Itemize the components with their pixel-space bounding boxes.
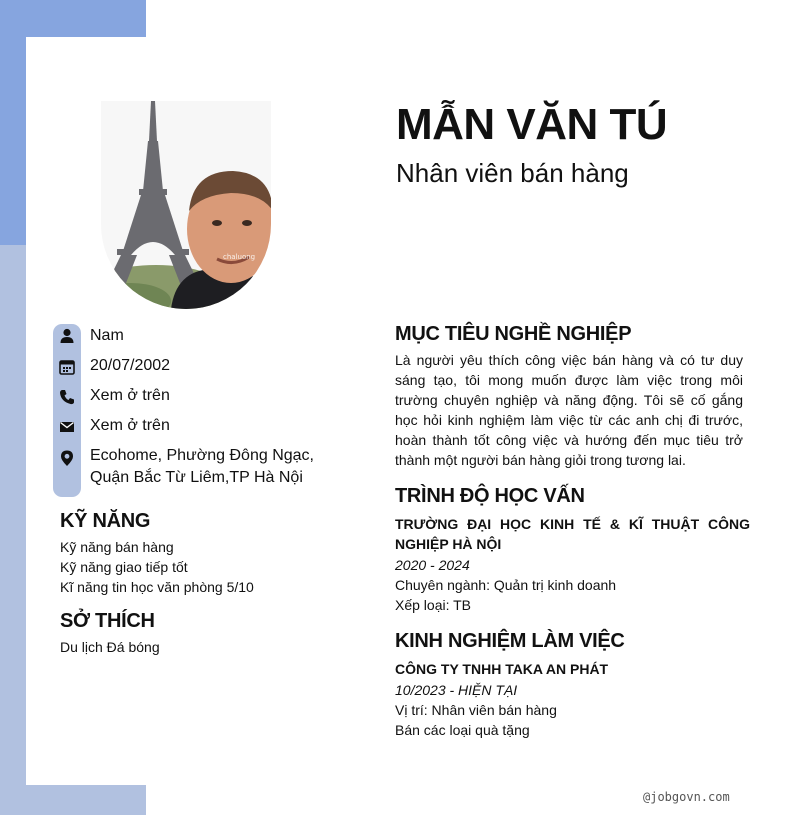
education-grade: Xếp loại: TB bbox=[395, 597, 472, 613]
experience-heading: KINH NGHIỆM LÀM VIỆC bbox=[395, 630, 625, 652]
contact-phone: Xem ở trên bbox=[90, 387, 170, 404]
contact-address-line2: Quận Bắc Từ Liêm,TP Hà Nội bbox=[90, 469, 303, 486]
location-pin-icon bbox=[58, 449, 76, 467]
skill-item: Kỹ năng giao tiếp tốt bbox=[60, 559, 188, 575]
skill-item: Kĩ năng tin học văn phòng 5/10 bbox=[60, 579, 254, 595]
mail-icon bbox=[58, 418, 76, 436]
education-major: Chuyên ngành: Quản trị kinh doanh bbox=[395, 577, 617, 593]
person-icon bbox=[58, 327, 76, 345]
skill-item: Kỹ năng bán hàng bbox=[60, 539, 174, 555]
objective-text: Là người yêu thích công việc bán hàng và có tư duy sáng tạo, tôi mong muốn được làm việc trong môi trường chuyên nghiệp và năng động. Tôi sẽ cố gắng học hỏi kinh nghiệm làm việc từ các anh chị đi trước, hoàn thành tốt công việc và hướng đến mục tiêu trở thành một người bán hàng giỏi trong tương lai. bbox=[395, 352, 743, 468]
contact-address-line1: Ecohome, Phường Đông Ngạc, bbox=[90, 447, 314, 464]
experience-position: Vị trí: Nhân viên bán hàng bbox=[395, 702, 557, 718]
contact-icon-bar bbox=[53, 324, 81, 497]
phone-icon bbox=[58, 388, 76, 406]
candidate-title: Nhân viên bán hàng bbox=[396, 158, 629, 188]
contact-birthday: 20/07/2002 bbox=[90, 357, 171, 374]
education-heading: TRÌNH ĐỘ HỌC VẤN bbox=[395, 485, 585, 507]
profile-photo bbox=[101, 101, 271, 309]
photo-watermark: chaluong bbox=[223, 253, 256, 261]
candidate-name: MẪN VĂN TÚ bbox=[396, 100, 668, 149]
objective-heading: MỤC TIÊU NGHỀ NGHIỆP bbox=[395, 323, 632, 345]
site-watermark: @jobgovn.com bbox=[643, 790, 730, 804]
education-period: 2020 - 2024 bbox=[395, 557, 470, 573]
experience-company: CÔNG TY TNHH TAKA AN PHÁT bbox=[395, 661, 609, 677]
skills-heading: KỸ NĂNG bbox=[60, 510, 151, 532]
photo-illustration bbox=[101, 101, 271, 309]
contact-gender: Nam bbox=[90, 327, 124, 344]
contact-email: Xem ở trên bbox=[90, 417, 170, 434]
hobbies-heading: SỞ THÍCH bbox=[60, 610, 155, 632]
experience-duty: Bán các loại quà tặng bbox=[395, 722, 530, 738]
calendar-icon bbox=[58, 358, 76, 376]
education-school: TRƯỜNG ĐẠI HỌC KINH TẾ & KĨ THUẬT CÔNG NGHIỆP HÀ NỘI bbox=[395, 516, 750, 552]
experience-period: 10/2023 - HIỆN TẠI bbox=[395, 682, 518, 698]
hobbies-text: Du lịch Đá bóng bbox=[60, 639, 160, 655]
